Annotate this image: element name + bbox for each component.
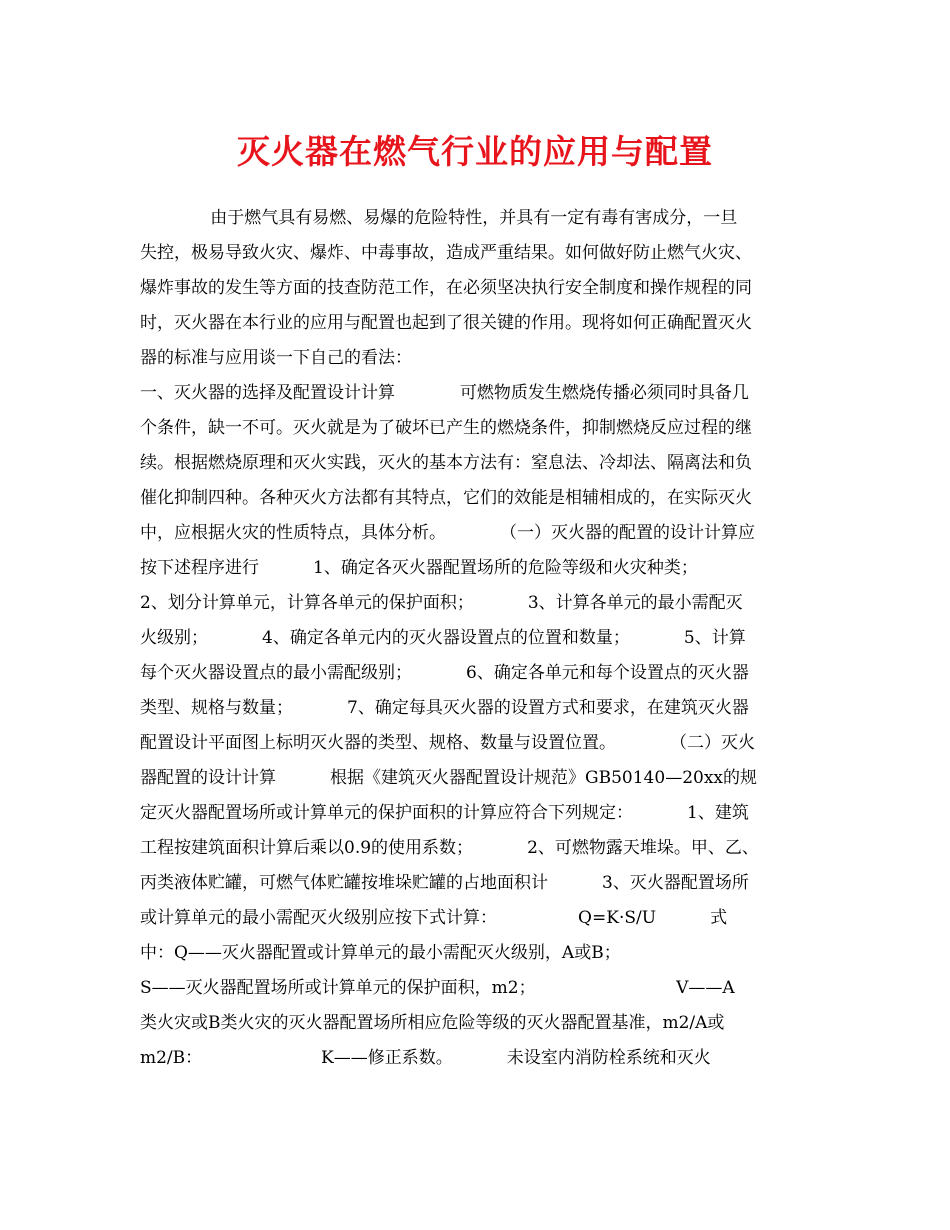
body-line: 每个灭火器设置点的最小需配级别； 6、确定各单元和每个设置点的灭火器 — [140, 663, 749, 683]
body-line: 工程按建筑面积计算后乘以0.9的使用系数； 2、可燃物露天堆垛。甲、乙、 — [140, 838, 759, 858]
body-line: 类型、规格与数量； 7、确定每具灭火器的设置方式和要求，在建筑灭火器 — [140, 698, 749, 718]
body-line: 续。根据燃烧原理和灭火实践，灭火的基本方法有：窒息法、冷却法、隔离法和负 — [140, 453, 752, 473]
body-line: 或计算单元的最小需配灭火级别应按下式计算： Q=K·S/U 式 — [140, 908, 728, 928]
body-line: 个条件，缺一不可。灭火就是为了破坏已产生的燃烧条件，抑制燃烧反应过程的继 — [140, 418, 752, 438]
body-line: 器配置的设计计算 根据《建筑灭火器配置设计规范》GB50140—20xx的规 — [140, 768, 757, 788]
body-line: 中：Q——灭火器配置或计算单元的最小需配灭火级别，A或B； — [140, 943, 621, 963]
body-line: 中，应根据火灾的性质特点，具体分析。 （一）灭火器的配置的设计计算应 — [140, 523, 756, 543]
body-line: 器的标准与应用谈一下自己的看法： — [140, 348, 412, 368]
body-line: 定灭火器配置场所或计算单元的保护面积的计算应符合下列规定： 1、建筑 — [140, 803, 749, 823]
body-line: 配置设计平面图上标明灭火器的类型、规格、数量与设置位置。 （二）灭火 — [140, 733, 756, 753]
body-line: 按下述程序进行 1、确定各灭火器配置场所的危险等级和火灾种类； — [140, 558, 698, 578]
body-line: S——灭火器配置场所或计算单元的保护面积，m2； V——A — [140, 978, 735, 998]
body-line: 火级别； 4、确定各单元内的灭火器设置点的位置和数量； 5、计算 — [140, 628, 746, 648]
body-line: 失控，极易导致火灾、爆炸、中毒事故，造成严重结果。如何做好防止燃气火灾、 — [140, 243, 752, 263]
body-line: 类火灾或B类火灾的灭火器配置场所相应危险等级的灭火器配置基准，m2/A或 — [140, 1013, 725, 1033]
body-line: 丙类液体贮罐，可燃气体贮罐按堆垛贮罐的占地面积计 3、灭火器配置场所 — [140, 873, 749, 893]
body-line: 时，灭火器在本行业的应用与配置也起到了很关键的作用。现将如何正确配置灭火 — [140, 313, 752, 333]
document-title: 灭火器在燃气行业的应用与配置 — [237, 132, 713, 171]
body-line: 由于燃气具有易燃、易爆的危险特性，并具有一定有毒有害成分，一旦 — [140, 208, 738, 228]
body-line: 爆炸事故的发生等方面的技查防范工作，在必须坚决执行安全制度和操作规程的同 — [140, 278, 752, 298]
body-line: 一、灭火器的选择及配置设计计算 可燃物质发生燃烧传播必须同时具备几 — [140, 383, 749, 403]
body-line: 2、划分计算单元，计算各单元的保护面积； 3、计算各单元的最小需配灭 — [140, 593, 743, 613]
body-line: 催化抑制四种。各种灭火方法都有其特点，它们的效能是相辅相成的，在实际灭火 — [140, 488, 752, 508]
body-line: m2/B： K——修正系数。 未设室内消防栓系统和灭火 — [140, 1048, 711, 1068]
